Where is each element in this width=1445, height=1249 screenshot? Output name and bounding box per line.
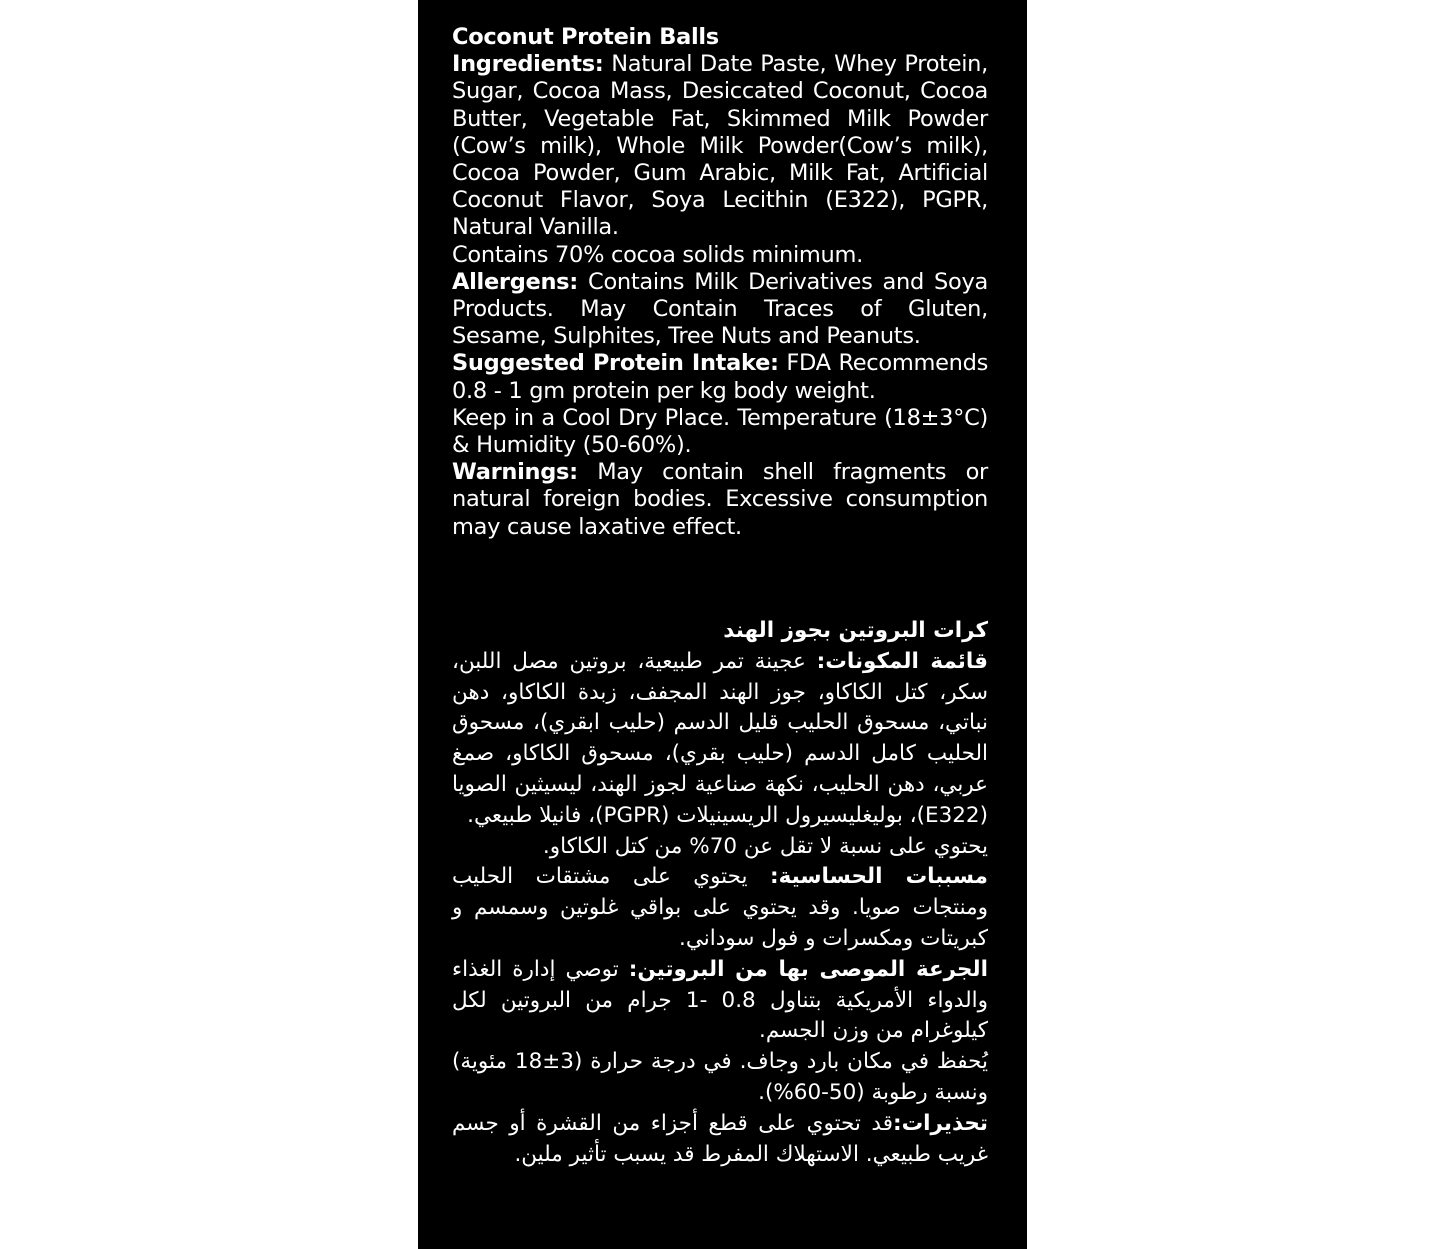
cocoa-solids-ar: يحتوي على نسبة لا تقل عن 70% من كتل الكاكاو. [542, 833, 988, 859]
protein-text-ar: توصي إدارة الغذاء والدواء الأمريكية بتناول 0.8 -1 جرام من البروتين لكل كيلوغرام من وزن الجسم. [452, 956, 988, 1044]
allergens-label-ar: مسببات الحساسية: [770, 864, 988, 890]
protein-intake-en [452, 350, 988, 404]
english-section [452, 24, 988, 541]
nutrition-label-panel [418, 0, 1027, 1249]
protein-text-en: FDA Recommends 0.8 - 1 gm protein per kg body weight. [452, 350, 988, 404]
warnings-label-ar: تحذيرات: [892, 1110, 988, 1136]
allergens-label-en: Allergens: [452, 268, 578, 295]
allergens-text-en: Contains Milk Derivatives and Soya Products. May Contain Traces of Gluten, Sesame, Sulphites, Tree Nuts and Peanuts. [452, 268, 988, 350]
ingredients-ar [452, 647, 988, 832]
storage-ar: يُحفظ في مكان بارد وجاف. في درجة حرارة (3±18 مئوية) ونسبة رطوبة (50-60%). [452, 1049, 988, 1105]
product-title-en: Coconut Protein Balls [452, 24, 719, 50]
product-title-ar: كرات البروتين بجوز الهند [723, 618, 988, 643]
allergens-text-ar: يحتوي على مشتقات الحليب ومنتجات صويا. وقد يحتوي على بواقي غلوتين وسمسم و كبريتات ومكسرات و فول سوداني. [452, 864, 988, 951]
cocoa-solids-en: Contains 70% cocoa solids minimum. [452, 241, 863, 268]
ingredients-label-en: Ingredients: [452, 51, 604, 78]
ingredients-en [452, 51, 988, 241]
protein-label-ar: الجرعة الموصى بها من البروتين: [628, 956, 988, 982]
protein-intake-ar [452, 955, 988, 1047]
protein-label-en: Suggested Protein Intake: [452, 350, 779, 377]
warnings-text-ar: قد تحتوي على قطع أجزاء من القشرة أو جسم غريب طبيعي. الاستهلاك المفرط قد يسبب تأثير ملين. [452, 1110, 988, 1167]
ingredients-label-ar: قائمة المكونات: [816, 648, 988, 674]
warnings-en [452, 459, 988, 541]
warnings-ar [452, 1109, 988, 1171]
warnings-text-en: May contain shell fragments or natural foreign bodies. Excessive consumption may cause laxative effect. [452, 459, 988, 540]
storage-en: Keep in a Cool Dry Place. Temperature (18±3°C) & Humidity (50-60%). [452, 404, 988, 459]
ingredients-text-ar: عجينة تمر طبيعية، بروتين مصل اللبن، سكر، كتل الكاكاو، جوز الهند المجفف، زبدة الكاكاو، دهن نباتي، مسحوق الحليب قليل الدسم (حليب ابقري)، مسحوق الحليب كامل الدسم (حليب بقري)، مسحوق الكاكاو، صمغ عربي، دهن الحليب، نكهة صناعية لجوز الهند، ليسيثين الصويا (E322)، بوليغليسيرول الريسينيلات (PGPR)، فانيلا طبيعي. [452, 648, 988, 828]
allergens-en [452, 269, 988, 351]
warnings-label-en: Warnings: [452, 459, 578, 486]
allergens-ar [452, 862, 988, 954]
arabic-section [452, 616, 988, 1170]
ingredients-text-en: Natural Date Paste, Whey Protein, Sugar, Cocoa Mass, Desiccated Coconut, Cocoa Butter, Vegetable Fat, Skimmed Milk Powder (Cow’s milk), Whole Milk Powder(Cow’s milk), Cocoa Powder, Gum Arabic, Milk Fat, Artificial Coconut Flavor, Soya Lecithin (E322), PGPR, Natural Vanilla. [452, 51, 988, 241]
